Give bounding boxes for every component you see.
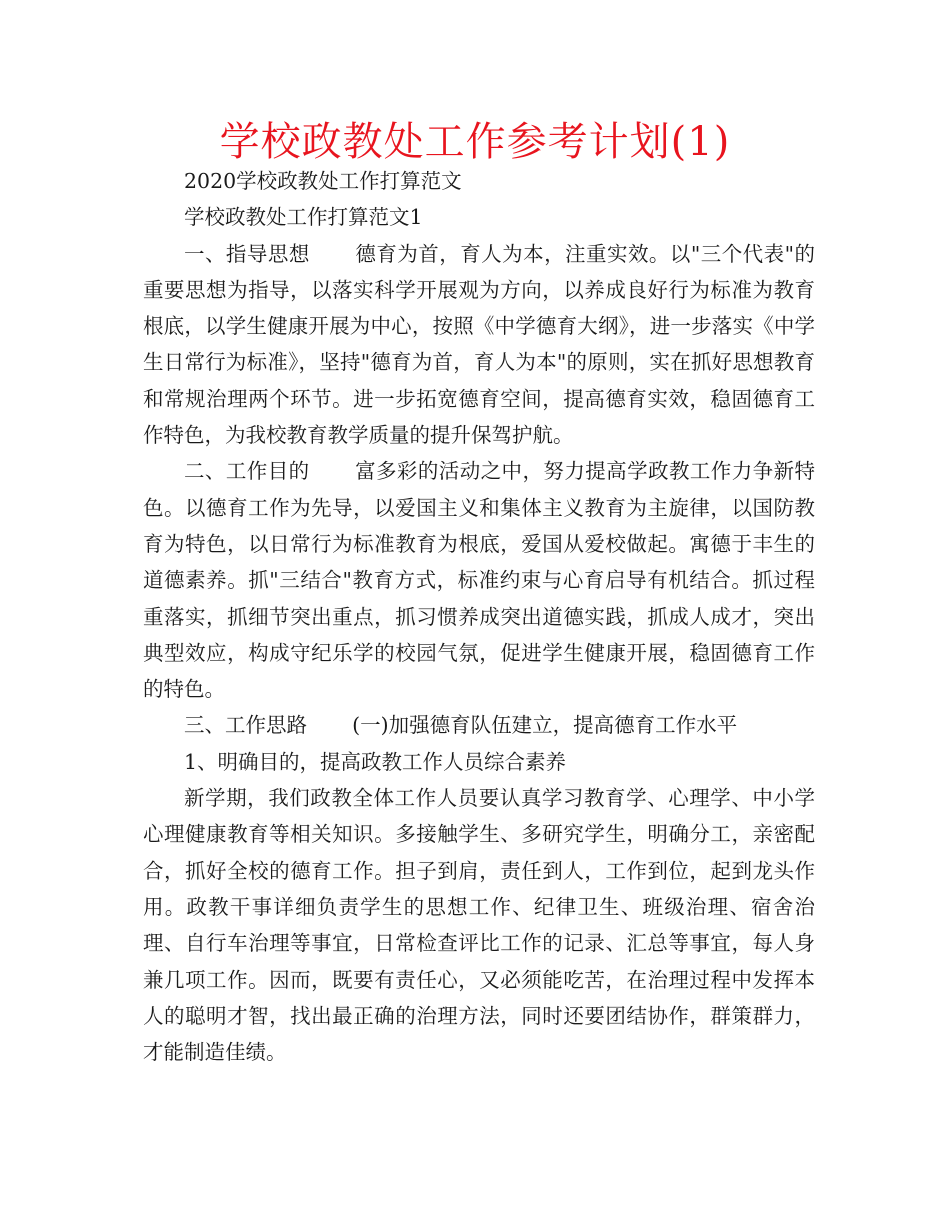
document-body [143,163,815,1070]
section-heading: 一、指导思想 [184,241,310,266]
section-body: 德育为首，育人为本，注重实效。以"三个代表"的重要思想为指导，以落实科学开展观为方向，以养成良好行为标准为教育根底，以学生健康开展为中心，按照《中学德育大纲》，进一步落实《中学生日常行为标准》，坚持"德育为首，育人为本"的原则，实在抓好思想教育和常规治理两个环节。进一步拓宽德育空间，提高德育实效，稳固德育工作特色，为我校教育教学质量的提升保驾护航。 [143,241,816,448]
section-heading: 二、工作目的 [184,459,310,484]
item1-body: 新学期，我们政教全体工作人员要认真学习教育学、心理学、中小学心理健康教育等相关知识。多接触学生、多研究学生，明确分工，亲密配合，抓好全校的德育工作。担子到肩，责任到人，工作到位，起到龙头作用。政教干事详细负责学生的思想工作、纪律卫生、班级治理、宿舍治理、自行车治理等事宜，日常检查评比工作的记录、汇总等事宜，每人身兼几项工作。因而，既要有责任心，又必须能吃苦，在治理过程中发挥本人的聪明才智，找出最正确的治理方法，同时还要团结协作，群策群力，才能制造佳绩。 [143,786,815,1065]
document-subheading: 学校政教处工作打算范文1 [184,205,423,230]
item1-heading: 1、明确目的，提高政教工作人员综合素养 [184,749,567,774]
section-body: 富多彩的活动之中，努力提高学政教工作力争新特色。以德育工作为先导，以爱国主义和集体主义教育为主旋律，以国防教育为特色，以日常行为标准教育为根底，爱国从爱校做起。寓德于丰生的道德素养。抓"三结合"教育方式，标准约束与心育启导有机结合。抓过程重落实，抓细节突出重点，抓习惯养成突出道德实践，抓成人成才，突出典型效应，构成守纪乐学的校园气氛，促进学生健康开展，稳固德育工作的特色。 [143,459,816,702]
section-body: (一)加强德育队伍建立，提高德育工作水平 [352,713,738,738]
section-work-ideas [143,707,815,743]
section-work-goals [143,453,815,707]
document-title: 学校政教处工作参考计划(1) [219,119,731,165]
section-guiding-thought [143,236,815,454]
section-heading: 三、工作思路 [184,713,307,738]
document-subtitle: 2020学校政教处工作打算范文 [184,169,462,193]
